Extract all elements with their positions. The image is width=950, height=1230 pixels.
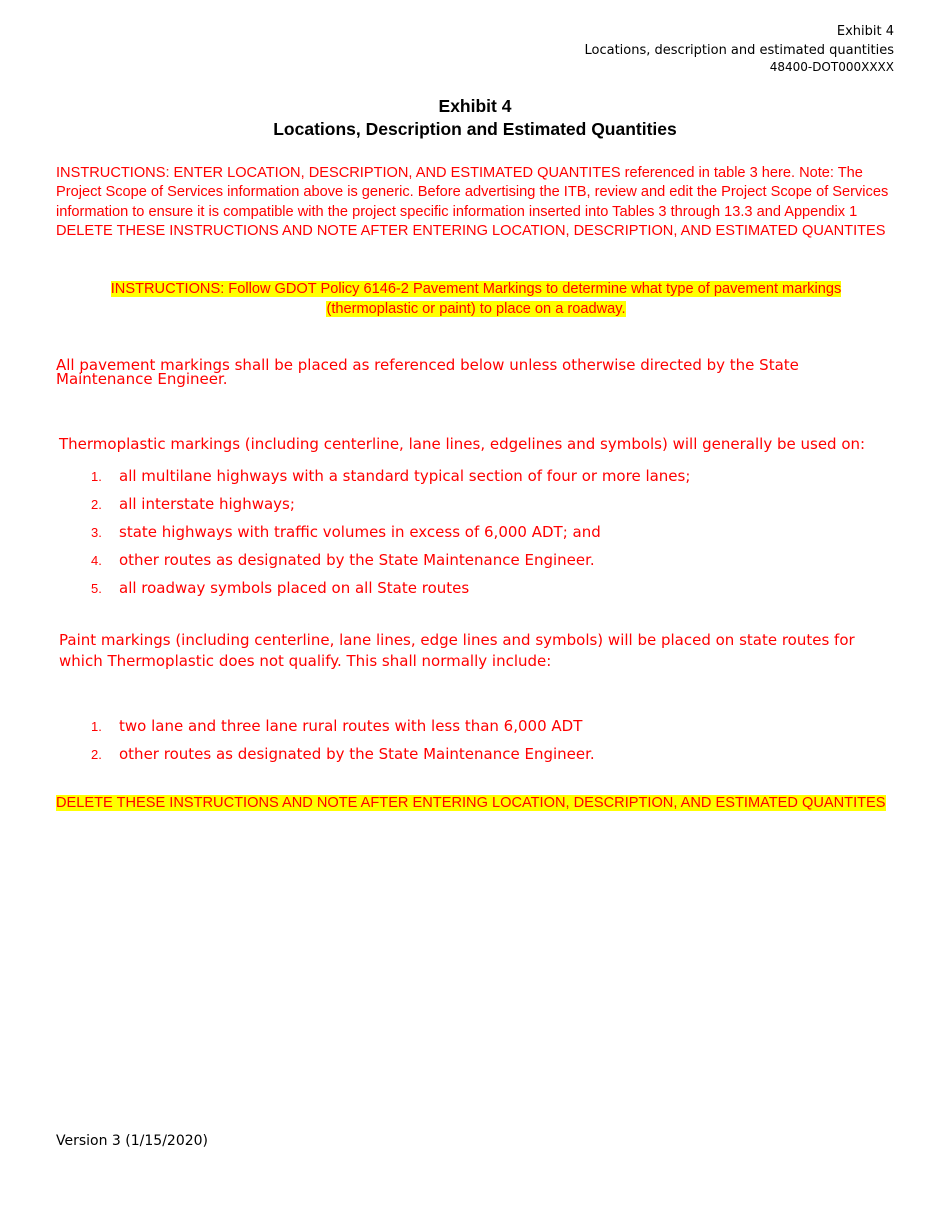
delete-instructions-note <box>56 794 901 814</box>
page-header <box>585 22 895 75</box>
instructions-policy <box>56 280 896 319</box>
list-item-number: 4. <box>91 553 102 568</box>
thermoplastic-intro: Thermoplastic markings (including centerline, lane lines, edgelines and symbols) will generally be used on: <box>59 435 866 453</box>
instructions-policy-line1: INSTRUCTIONS: Follow GDOT Policy 6146-2 Pavement Markings to determine what type of pavement markings <box>110 281 842 297</box>
version-footer: Version 3 (1/15/2020) <box>56 1133 208 1149</box>
header-exhibit-label: Exhibit 4 <box>836 24 894 39</box>
list-item-number: 5. <box>91 581 102 596</box>
list-item-number: 1. <box>91 469 102 484</box>
title-exhibit: Exhibit 4 <box>438 96 512 116</box>
list-item-number: 3. <box>91 525 102 540</box>
delete-instructions-text: DELETE THESE INSTRUCTIONS AND NOTE AFTER ENTERING LOCATION, DESCRIPTION, AND ESTIMATED QUANTITES <box>56 795 886 811</box>
list-item-text: other routes as designated by the State Maintenance Engineer. <box>119 551 595 569</box>
list-item-number: 2. <box>91 497 102 512</box>
instructions-main: INSTRUCTIONS: ENTER LOCATION, DESCRIPTION, AND ESTIMATED QUANTITES referenced in table 3 here. Note: The Project Scope of Services information above is generic. Before advertising the ITB, review and edit the Project Scope of Services information to ensure it is compatible with the project specific information inserted into Tables 3 through 13.3 and Appendix 1 DELETE THESE INSTRUCTIONS AND NOTE AFTER ENTERING LOCATION, DESCRIPTION, AND ESTIMATED QUANTITES <box>56 165 889 240</box>
header-document-number: 48400-DOT000XXXX <box>769 60 894 74</box>
list-item-text: all multilane highways with a standard typical section of four or more lanes; <box>119 467 691 485</box>
list-item-text: other routes as designated by the State Maintenance Engineer. <box>119 745 595 763</box>
list-item-number: 2. <box>91 747 102 762</box>
page-title <box>0 95 950 141</box>
list-item-text: all roadway symbols placed on all State routes <box>119 579 470 597</box>
list-item-text: two lane and three lane rural routes with less than 6,000 ADT <box>119 717 583 735</box>
instructions-policy-line2: (thermoplastic or paint) to place on a roadway. <box>326 300 626 317</box>
list-item-number: 1. <box>91 719 102 734</box>
paint-intro: Paint markings (including centerline, lane lines, edge lines and symbols) will be placed on state routes for which Thermoplastic does not qualify. This shall normally include: <box>59 631 855 670</box>
all-markings-paragraph <box>56 358 856 386</box>
all-markings-line2: Maintenance Engineer. <box>56 370 228 388</box>
title-subject: Locations, Description and Estimated Quantities <box>273 119 677 139</box>
header-document-title: Locations, description and estimated quantities <box>584 43 894 58</box>
list-item-text: state highways with traffic volumes in excess of 6,000 ADT; and <box>119 523 601 541</box>
list-item-text: all interstate highways; <box>119 495 295 513</box>
all-markings-line1: All pavement markings shall be placed as referenced below unless otherwise directed by the State <box>56 356 799 374</box>
